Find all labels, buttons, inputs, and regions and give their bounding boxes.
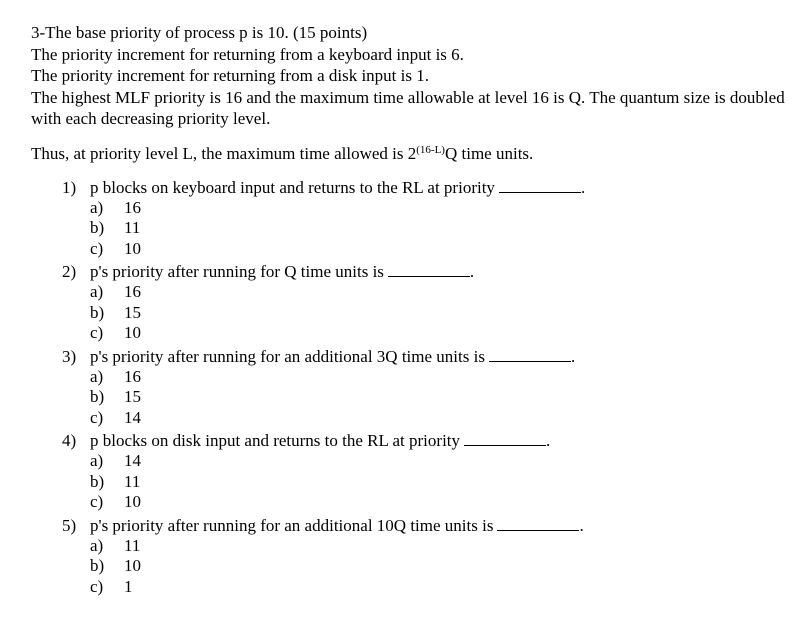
- disk-increment-text: The priority increment for returning from a disk input is 1.: [31, 66, 429, 85]
- question-number: 5): [62, 515, 77, 535]
- option-letter: b): [90, 471, 105, 491]
- formula-exponent: (16-L): [416, 143, 445, 156]
- option-list: [62, 198, 791, 260]
- question-stem: p's priority after running for an additional 10Q time units is: [90, 515, 494, 535]
- option-b: [90, 387, 791, 408]
- question-end: .: [580, 177, 586, 197]
- question-5: [62, 515, 791, 598]
- option-letter: a): [90, 282, 104, 301]
- option-letter: b): [90, 556, 105, 575]
- option-b: [90, 556, 791, 577]
- option-text: 14: [124, 407, 141, 427]
- answer-blank: [464, 431, 546, 446]
- option-c: [90, 323, 791, 344]
- option-c: [90, 408, 791, 429]
- option-c: [90, 492, 791, 513]
- option-letter: c): [90, 492, 104, 511]
- option-list: [62, 367, 791, 429]
- question-stem: p's priority after running for Q time units is: [90, 262, 384, 281]
- option-letter: b): [90, 387, 105, 406]
- option-text: 10: [124, 238, 141, 258]
- question-stem: p blocks on keyboard input and returns to the RL at priority: [90, 177, 495, 197]
- question-end: .: [546, 431, 551, 450]
- option-letter: a): [90, 197, 104, 217]
- option-letter: c): [90, 238, 104, 258]
- option-a: [90, 367, 791, 388]
- option-text: 11: [124, 535, 141, 555]
- option-a: [90, 198, 791, 219]
- option-letter: a): [90, 535, 104, 555]
- option-text: 15: [124, 387, 141, 406]
- question-stem: p's priority after running for an additional 3Q time units is: [90, 346, 485, 366]
- formula-before: Thus, at priority level L, the maximum time allowed is 2: [31, 143, 417, 163]
- option-a: [90, 536, 791, 557]
- option-letter: a): [90, 451, 104, 470]
- option-c: [90, 577, 791, 598]
- option-text: 11: [124, 471, 141, 491]
- option-text: 15: [124, 302, 141, 322]
- option-list: [62, 536, 791, 598]
- option-b: [90, 218, 791, 239]
- answer-blank: [499, 178, 581, 193]
- option-a: [90, 282, 791, 303]
- formula-line: [31, 143, 791, 165]
- question-2: [62, 261, 791, 344]
- question-end: .: [469, 262, 475, 281]
- option-letter: c): [90, 407, 104, 427]
- option-text: 10: [124, 556, 141, 575]
- keyboard-increment-text: The priority increment for returning from a keyboard input is 6.: [31, 44, 464, 64]
- question-stem: p blocks on disk input and returns to the RL at priority: [90, 431, 461, 450]
- answer-blank: [497, 516, 579, 531]
- option-text: 14: [124, 451, 141, 470]
- option-letter: c): [90, 323, 104, 342]
- question-end: .: [579, 515, 584, 535]
- option-letter: b): [90, 218, 105, 237]
- question-3: [62, 346, 791, 429]
- option-text: 10: [124, 323, 141, 342]
- document-page: [31, 22, 791, 599]
- option-text: 16: [124, 197, 141, 217]
- question-number: 4): [62, 431, 77, 450]
- question-1: [62, 177, 791, 260]
- question-number: 1): [62, 177, 77, 197]
- option-letter: b): [90, 302, 105, 322]
- problem-intro: [31, 22, 791, 130]
- question-list: [31, 177, 791, 598]
- question-number: 3): [62, 346, 77, 366]
- option-text: 16: [124, 366, 141, 386]
- answer-blank: [388, 262, 470, 277]
- option-text: 11: [124, 218, 141, 237]
- option-text: 16: [124, 282, 141, 301]
- option-list: [62, 282, 791, 344]
- problem-title: 3-The base priority of process p is 10. (15 points): [31, 23, 368, 42]
- option-b: [90, 303, 791, 324]
- question-4: [62, 430, 791, 513]
- option-a: [90, 451, 791, 472]
- option-letter: c): [90, 576, 104, 596]
- answer-blank: [489, 347, 571, 362]
- option-b: [90, 472, 791, 493]
- option-letter: a): [90, 366, 104, 386]
- question-end: .: [570, 346, 576, 366]
- option-text: 1: [124, 576, 133, 596]
- option-list: [62, 451, 791, 513]
- option-c: [90, 239, 791, 260]
- formula-after: Q time units.: [444, 143, 534, 163]
- question-number: 2): [62, 262, 77, 281]
- option-text: 10: [124, 492, 141, 511]
- mlf-description-text: The highest MLF priority is 16 and the maximum time allowable at level 16 is Q. The quantum size is doubled with each decreasing priority level.: [31, 87, 785, 128]
